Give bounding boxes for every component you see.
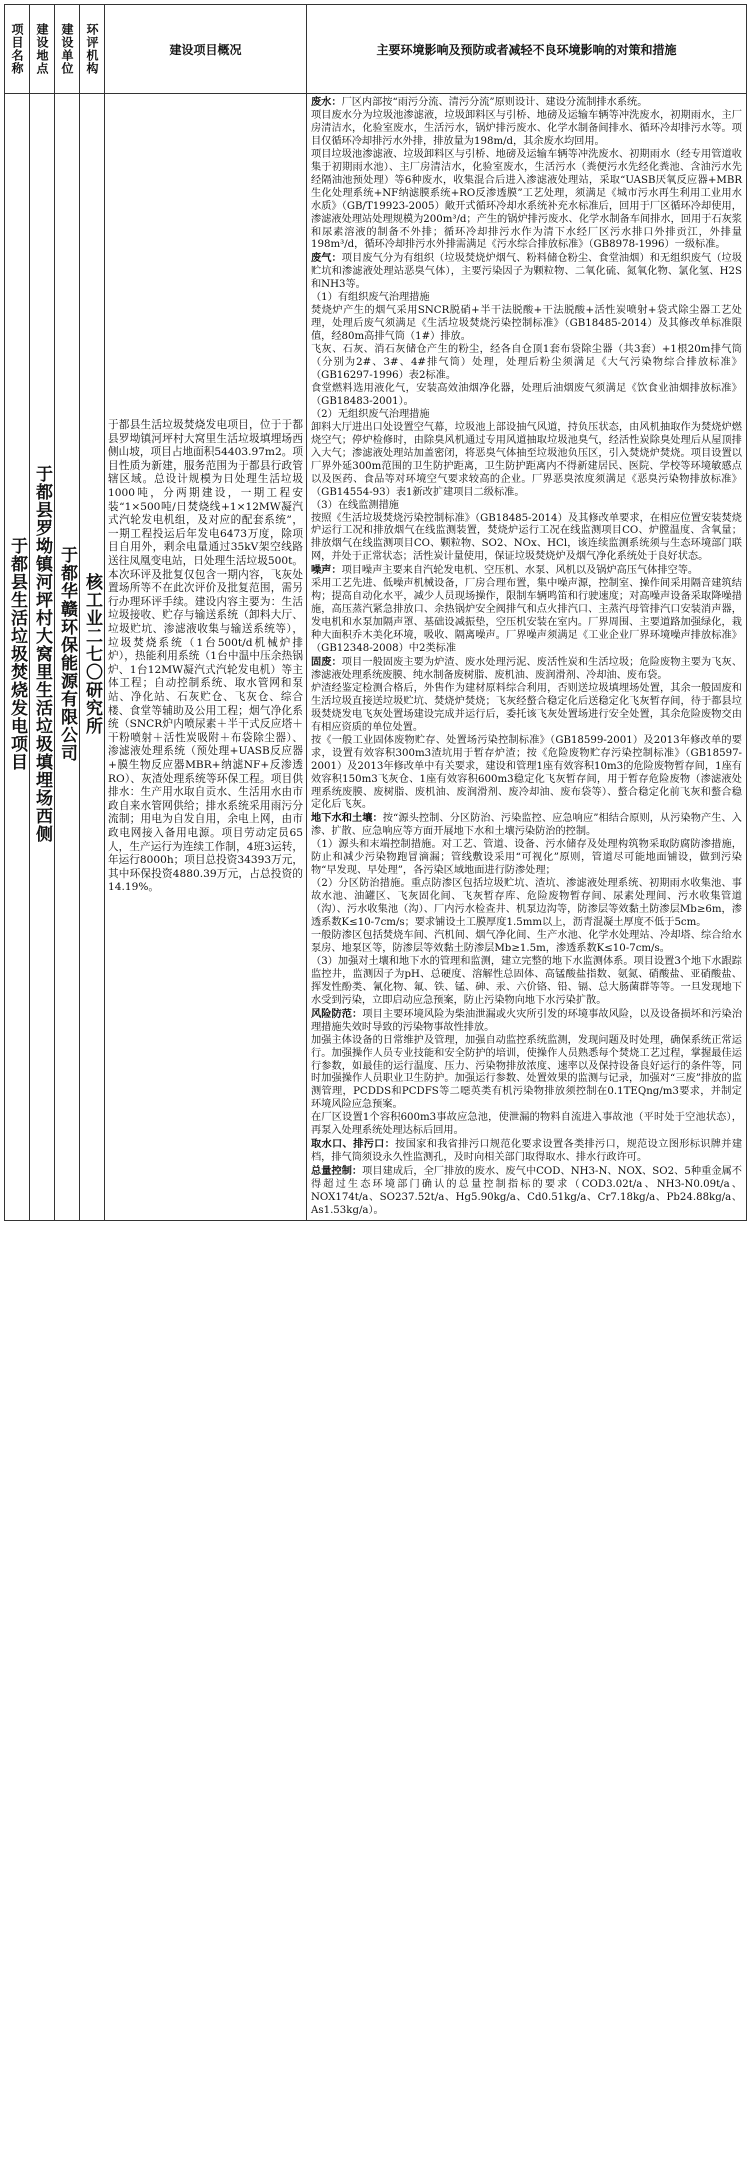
measure-paragraph — [311, 656, 742, 683]
measure-paragraph — [311, 578, 742, 656]
measure-paragraph — [311, 96, 742, 110]
measure-paragraph — [311, 839, 742, 878]
measure-text: 项目噪声主要来自汽轮发电机、空压机、水泵、风机以及锅炉高压气体排空等。 — [341, 565, 699, 577]
measure-text: 飞灰、石灰、消石灰储仓产生的粉尘，经各自仓顶1套布袋除尘器（共3套）+1根20m排气筒（分别为2#、3#、4#排气筒）处理，处理后粉尘须满足《大气污染物综合排放标准》（GB16297-1996）表2标准。 — [311, 344, 742, 382]
measure-label: 风险防范： — [311, 1007, 363, 1020]
measure-paragraph — [311, 252, 742, 292]
measure-paragraph — [311, 735, 742, 813]
measure-text: （1）源头和末端控制措施。对工艺、管道、设备、污水储存及处理构筑物采取防腐防渗措施，防止和减少污染物跑冒滴漏；管线敷设采用“可视化”原则，管道尽可能地面铺设，做到污染物“早发现、早处理”，各污染区域地面进行防渗处理； — [311, 839, 742, 877]
measure-paragraph — [311, 878, 742, 930]
measure-text: 按《一般工业固体废物贮存、处置场污染控制标准》（GB18599-2001）及2013年修改单的要求，设置有效容积300m3渣坑用于暂存炉渣；按《危险废物贮存污染控制标准》（GB18597-2001）及2013年修改单中有关要求，建设和管理1座有效容积10m3的危险废物暂存间，1座有效容积150m3飞灰仓、1座有效容积600m3稳定化飞灰暂存间，用于暂存危险废物（渗滤液处理系统废膜、废树脂、废机油、废润滑剂、废冷却油、废布袋等）、螯合稳定化前飞灰和螯合稳定化后飞灰。 — [311, 734, 742, 811]
measure-text: 加强主体设备的日常维护及管理，加强自动监控系统监测，发现问题及时处理，确保系统正常运行。加强操作人员专业技能和安全防护的培训，使操作人员熟悉每个焚烧工艺过程，掌握最佳运行参数，如最佳的运行温度、压力、污染物排放浓度、速率以及保持设备良好运行的条件等，同时加强操作人员职业卫生防护。加强运行参数、处置效果的监测与记录，加强对“三废”排放的监测管理，PCDDS和PCDFS等二噁英类有机污染物排放须控制在0.1TEQng/m3要求，并制定环境风险应急预案。 — [311, 1034, 742, 1111]
measure-text: 卸料大厅进出口处设置空气幕，垃圾池上部设抽气风道，持负压状态，由风机抽取作为焚烧炉燃烧空气；停炉检修时，由除臭风机通过专用风道抽取垃圾池臭气，经活性炭除臭处理后从屋顶排入大气；渗滤液处理站加盖密闭，将恶臭气体抽至垃圾池负压区，引入焚烧炉焚烧。项目设置以厂界外延300m范围的卫生防护距离，卫生防护距离内不得新建居民、医院、学校等环境敏感点以及医药、食品等对环境空气要求较高的企业。厂界恶臭浓度须满足《恶臭污染物排放标准》（GB14554-93）表1新改扩建项目二级标准。 — [311, 421, 742, 498]
measure-paragraph — [311, 383, 742, 409]
project-name-cell: 于都县生活垃圾焚烧发电项目 — [5, 94, 30, 1221]
measures-cell — [307, 94, 747, 1221]
measure-paragraph — [311, 292, 742, 305]
measure-paragraph — [311, 1112, 742, 1138]
measure-text: 项目建成后，全厂排放的废水、废气中COD、NH3-N、NOX、SO2、5种重金属不得超过生态环境部门确认的总量控制指标的要求（COD3.02t/a、NH3-N0.09t/a、NOX174t/a、SO237.52t/a、Hg5.90kg/a、Cd0.51kg/a、Cr7.18kg/a、Pb24.88kg/a、As1.53kg/a）。 — [311, 1166, 742, 1217]
measure-paragraph — [311, 149, 742, 253]
measure-paragraph — [311, 305, 742, 344]
measures-list — [311, 96, 742, 1218]
measure-text: 按国家和我省排污口规范化要求设置各类排污口，规范设立图形标识牌并建档，排气筒须设永久性监测孔，及时向相关部门取得取水、排水行政许可。 — [311, 1139, 743, 1164]
header-measures: 主要环境影响及预防或者减轻不良环境影响的对策和措施 — [307, 5, 747, 94]
overview-cell: 于都县生活垃圾焚烧发电项目，位于于都县罗坳镇河坪村大窝里生活垃圾填埋场西侧山坡，项目占地面积54403.97m2。项目性质为新建，服务范围为于都县行政管辖区域。总设计规模为日处理生活垃圾1000吨，分两期建设，一期工程安装“1×500吨/日焚烧线+1×12MW凝汽式汽轮发电机组，及对应的配套系统”，一期工程投运后年发电6473万度，除项目自用外，剩余电量通过35kV架空线路送往凤凰变电站，日处理生活垃圾500t。本次环评及批复仅包含一期内容，飞灰处置场所等不在此次评价及批复范围，需另行办理环评手续。建设内容主要为：生活垃圾接收、贮存与输送系统（卸料大厅、垃圾贮坑、渗滤液收集与输送系统等），垃圾焚烧系统（1台500t/d机械炉排炉），热能利用系统（1台中温中压余热锅炉、1台12MW凝汽式汽轮发电机）等主体工程；自动控制系统、取水管网和泵站、净化站、石灰贮仓、飞灰仓、综合楼、食堂等辅助及公用工程；烟气净化系统（SNCR炉内喷尿素＋半干式反应塔＋干粉喷射＋活性炭吸附＋布袋除尘器）、渗滤液处理系统（预处理+UASB反应器+膜生物反应器MBR+纳滤NF+反渗透RO）、灰渣处理系统等环保工程。项目供排水：生产用水取自贡水、生活用水由市政自来水管网供给；排水系统采用雨污分流制；用电为自发自用，余电上网，由市政电网接入备用电源。项目劳动定员65人，生产运行为连续工作制，4班3运转，年运行8000h；项目总投资34393万元，其中环保投资4880.39万元，占总投资的14.19%。 — [105, 94, 307, 1221]
measure-paragraph — [311, 683, 742, 735]
measure-text: 焚烧炉产生的烟气采用SNCR脱硝+半干法脱酸+干法脱酸+活性炭喷射+袋式除尘器工艺处理，处理后废气须满足《生活垃圾焚烧污染控制标准》（GB18485-2014）及其修改单标准限值，经80m高排气筒（1#）排放。 — [311, 305, 742, 343]
header-location: 建设地点 — [30, 5, 55, 94]
measure-text: 一般防渗区包括焚烧车间、汽机间、烟气净化间、生产水池、化学水处理站、冷却塔、综合给水泵房、地泵区等，防渗层等效黏土防渗层Mb≥1.5m，渗透系数K≤10-7cm/s。 — [311, 930, 742, 954]
measure-paragraph — [311, 1035, 742, 1113]
measure-paragraph — [311, 344, 742, 383]
measure-label: 固废： — [311, 655, 342, 668]
measure-text: 按照《生活垃圾焚烧污染控制标准》（GB18485-2014）及其修改单要求，在相应位置安装焚烧炉运行工况和排放烟气在线监测装置，焚烧炉运行工况在线监测项目CO、炉膛温度、含氧量；排放烟气在线监测项目CO、颗粒物、SO2、NOx、HCl，该连续监测系统须与生态环境部门联网，并处于正常状态；活性炭计量使用，保证垃圾焚烧炉及烟气净化系统处于良好状态。 — [311, 512, 742, 563]
measure-text: 项目废水分为垃圾池渗滤液，垃圾卸料区与引桥、地磅及运输车辆等冲洗废水，初期雨水，主厂房清洁水，化验室废水，生活污水，锅炉排污废水、化学水制备间排水、循环冷却排污水等。项目仅循环冷却排污水外排，排放量为198m/d，其余废水均回用。 — [311, 109, 742, 147]
unit-cell: 于都华赣环保能源有限公司 — [55, 94, 80, 1221]
header-row — [5, 5, 747, 94]
measure-paragraph — [311, 422, 742, 500]
measure-text: 项目垃圾池渗滤液、垃圾卸料区与引桥、地磅及运输车辆等冲洗废水、初期雨水（经专用管道收集于初期雨水池）、主厂房清洁水，化验室废水，生活污水（粪便污水先经化粪池、含油污水先经隔油池预处理）等6种废水，收集混合后进入渗滤液处理站，采取“UASB厌氧反应器+MBR生化处理系统+NF纳滤膜系统+RO反渗透膜”工艺处理，须满足《城市污水再生利用工业用水水质》（GB/T19923-2005）敞开式循环冷却水系统补充水标准后，回用于厂区循环冷却使用，渗滤液处理站处理规模为200m³/d；产生的锅炉排污废水、化学水制备车间排水，回用于石灰浆和尿素溶液的制备不外排；循环冷却排污水作为清下水经厂区污水排口外排贡江，外排量198m³/d，循环冷却排污水外排需满足《污水综合排放标准》（GB8978-1996）一级标准。 — [311, 148, 742, 251]
measure-paragraph — [311, 409, 742, 422]
measure-paragraph — [311, 500, 742, 513]
measure-paragraph — [311, 1008, 742, 1035]
header-unit: 建设单位 — [55, 5, 80, 94]
measure-paragraph — [311, 1165, 742, 1218]
measure-label: 取水口、排污口： — [311, 1138, 396, 1151]
measure-paragraph — [311, 564, 742, 578]
measure-paragraph — [311, 812, 742, 839]
header-overview: 建设项目概况 — [105, 5, 307, 94]
measure-paragraph — [311, 1138, 742, 1165]
measure-paragraph — [311, 110, 742, 149]
measure-text: 在厂区设置1个容积600m3事故应急池，使泄漏的物料自流进入事故池（平时处于空池状态），再泵入处理系统处理达标后回用。 — [311, 1112, 742, 1137]
measure-text: （2）无组织废气治理措施 — [311, 408, 430, 420]
measure-text: 炉渣经鉴定检测合格后，外售作为建材原料综合利用，否则送垃圾填埋场处置，其余一般固废和生活垃圾直接送垃圾贮坑、焚烧炉焚烧；飞灰经螯合稳定化后送稳定化飞灰暂存间，待于都县垃圾焚烧发电飞灰处置场建设完成并运行后，委托该飞灰处置场进行安全处置，其余危险废物交由有相应资质的单位处置。 — [311, 682, 742, 733]
measure-paragraph — [311, 513, 742, 565]
measure-text: （2）分区防治措施。重点防渗区包括垃圾贮坑、渣坑、渗滤液处理系统、初期雨水收集池、事故水池、油罐区、飞灰固化间、飞灰暂存库、危险废物暂存间、尿素处理间、污水收集管道（沟）、污水收集池（沟）、厂内污水检查井、机泵边沟等，防渗层等效黏土防渗层Mb≥6m，渗透系数K≤10-7cm/s；要求铺设土工膜厚度1.5mm以上，沥青混凝土厚度不低于5cm。 — [311, 878, 742, 929]
measure-label: 地下水和土壤： — [311, 812, 383, 825]
measure-paragraph — [311, 956, 742, 1008]
measure-text: 项目主要环境风险为柴油泄漏或火灾所引发的环境事故风险，以及设备损坏和污染治理措施失效时导致的污染物事故性排放。 — [311, 1008, 743, 1033]
measure-text: 食堂燃料选用液化气，安装高效油烟净化器，处理后油烟废气须满足《饮食业油烟排放标准》（GB18483-2001）。 — [311, 382, 742, 407]
measure-label: 废气： — [311, 252, 342, 265]
measure-label: 废水： — [311, 96, 342, 108]
measure-label: 噪声： — [311, 564, 342, 577]
header-project-name: 项目名称 — [5, 5, 30, 94]
location-cell: 于都县罗坳镇河坪村大窝里生活垃圾填埋场西侧 — [30, 94, 55, 1221]
measure-text: 采用工艺先进、低噪声机械设备，厂房合理布置，集中噪声源，控制室、操作间采用隔音建筑结构；提高自动化水平，减少人员现场操作，限制车辆鸣笛和行驶速度；对高噪声设备采取降噪措施，高压蒸汽紧急排放口、余热锅炉安全阀排气和点火排汽口、主蒸汽母管排汽口安装消声器，发电机和水泵加隔声罩、基础设减振垫，空压机安装在室内。厂界周围、主要道路加强绿化，栽种大面积乔木美化环境，吸收、隔离噪声。厂界噪声须满足《工业企业厂界环境噪声排放标准》（GB12348-2008）中2类标准 — [311, 578, 742, 655]
measure-text: （3）加强对土壤和地下水的管理和监测，建立完整的地下水监测体系。项目设置3个地下水跟踪监控井，监测因子为pH、总硬度、溶解性总固体、高锰酸盐指数、氨氮、硝酸盐、亚硝酸盐、挥发性酚类、氰化物、氟、铁、锰、砷、汞、六价铬、铅、镉、总大肠菌群等等。一旦发现地下水受到污染，立即启动应急预案，防止污染物向地下水污染扩散。 — [311, 955, 742, 1006]
measure-text: （1）有组织废气治理措施 — [311, 292, 430, 304]
measure-text: 按“源头控制、分区防治、污染监控、应急响应”相结合原则，从污染物产生、入渗、扩散、应急响应等方面开展地下水和土壤污染防治的控制。 — [311, 813, 742, 838]
assessor-cell: 核工业二七〇研究所 — [80, 94, 105, 1221]
measure-label: 总量控制： — [311, 1165, 363, 1178]
measure-text: 厂区内部按“雨污分流、清污分流”原则设计、建设分流制排水系统。 — [341, 97, 648, 108]
measure-text: （3）在线监测措施 — [311, 499, 399, 511]
table-row — [5, 94, 747, 1221]
header-assessor: 环评机构 — [80, 5, 105, 94]
measure-text: 项目一般固废主要为炉渣、废水处理污泥、废活性炭和生活垃圾；危险废物主要为飞灰、渗滤液处理系统废膜、纯水制备废树脂、废机油、废润滑剂、冷却油、废布袋。 — [311, 656, 743, 681]
measure-text: 项目废气分为有组织（垃圾焚烧炉烟气、粉料储仓粉尘、食堂油烟）和无组织废气（垃圾贮坑和渗滤液处理站恶臭气体），主要污染因子为颗粒物、二氧化硫、氮氧化物、氯化氢、H2S和NH3等。 — [311, 253, 743, 291]
eia-table — [4, 4, 747, 1221]
measure-paragraph — [311, 930, 742, 956]
